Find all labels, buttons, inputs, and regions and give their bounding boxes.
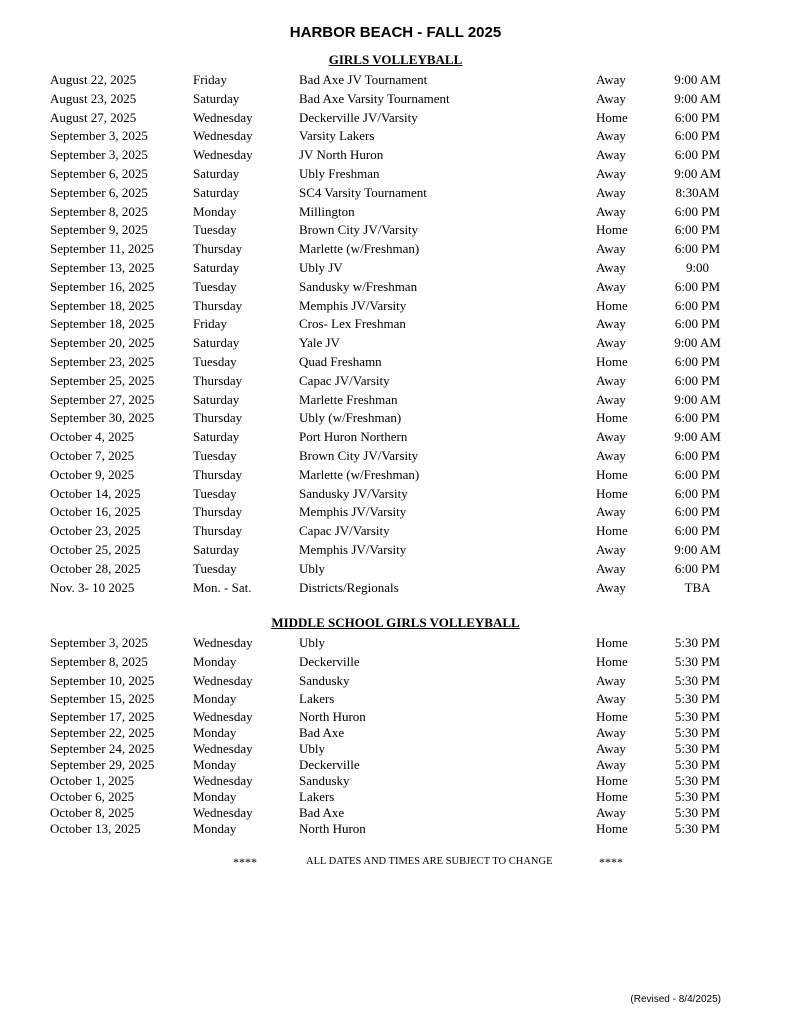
game-time: TBA bbox=[684, 579, 711, 595]
game-time: 9:00 AM bbox=[674, 429, 721, 445]
game-time: 6:00 PM bbox=[674, 147, 721, 163]
game-opponent: Districts/Regionals bbox=[299, 579, 399, 595]
game-time: 8:30AM bbox=[675, 184, 720, 200]
game-day: Wednesday bbox=[193, 109, 253, 125]
game-day: Monday bbox=[193, 757, 237, 773]
schedule-row bbox=[0, 821, 791, 837]
game-time: 6:00 PM bbox=[674, 297, 721, 313]
game-time: 5:30 PM bbox=[674, 773, 721, 789]
schedule-row bbox=[0, 278, 791, 297]
game-time: 5:30 PM bbox=[674, 691, 721, 707]
game-day: Tuesday bbox=[193, 485, 237, 501]
game-opponent: Cros- Lex Freshman bbox=[299, 316, 406, 332]
middle-school-schedule bbox=[0, 634, 791, 837]
game-location: Away bbox=[596, 90, 626, 106]
page-title: HARBOR BEACH - FALL 2025 bbox=[289, 24, 502, 41]
schedule-row bbox=[0, 184, 791, 203]
game-opponent: Brown City JV/Varsity bbox=[299, 447, 419, 463]
schedule-row bbox=[0, 789, 791, 805]
game-day: Saturday bbox=[193, 259, 240, 275]
schedule-row bbox=[0, 391, 791, 410]
game-date: October 13, 2025 bbox=[50, 821, 141, 837]
game-opponent: Marlette (w/Freshman) bbox=[299, 241, 420, 257]
game-date: September 27, 2025 bbox=[50, 391, 155, 407]
game-date: October 7, 2025 bbox=[50, 447, 135, 463]
game-date: August 23, 2025 bbox=[50, 90, 137, 106]
game-day: Wednesday bbox=[193, 805, 253, 821]
game-time: 9:00 AM bbox=[674, 335, 721, 351]
game-date: September 22, 2025 bbox=[50, 725, 155, 741]
game-date: September 16, 2025 bbox=[50, 278, 155, 294]
game-day: Tuesday bbox=[193, 222, 237, 238]
schedule-row bbox=[0, 165, 791, 184]
game-day: Mon. - Sat. bbox=[193, 579, 252, 595]
game-date: September 24, 2025 bbox=[50, 741, 155, 757]
game-opponent: Deckerville bbox=[299, 757, 360, 773]
game-location: Home bbox=[596, 485, 628, 501]
game-time: 9:00 bbox=[685, 259, 710, 275]
schedule-row bbox=[0, 240, 791, 259]
game-day: Saturday bbox=[193, 335, 240, 351]
game-location: Away bbox=[596, 391, 626, 407]
game-location: Away bbox=[596, 691, 626, 707]
game-date: September 3, 2025 bbox=[50, 635, 148, 650]
notice-message: ALL DATES AND TIMES ARE SUBJECT TO CHANGE bbox=[306, 856, 553, 867]
game-date: September 18, 2025 bbox=[50, 297, 155, 313]
game-location: Away bbox=[596, 278, 626, 294]
game-day: Thursday bbox=[193, 466, 243, 482]
game-day: Thursday bbox=[193, 372, 243, 388]
game-time: 6:00 PM bbox=[674, 316, 721, 332]
game-day: Saturday bbox=[193, 391, 240, 407]
game-time: 6:00 PM bbox=[674, 485, 721, 501]
game-day: Tuesday bbox=[193, 278, 237, 294]
game-opponent: Lakers bbox=[299, 789, 335, 805]
game-day: Tuesday bbox=[193, 353, 237, 369]
game-opponent: Memphis JV/Varsity bbox=[299, 541, 407, 557]
game-date: Nov. 3- 10 2025 bbox=[50, 579, 135, 595]
game-opponent: Port Huron Northern bbox=[299, 429, 408, 445]
schedule-row bbox=[0, 334, 791, 353]
game-location: Away bbox=[596, 335, 626, 351]
game-opponent: Ubly JV bbox=[299, 259, 343, 275]
game-time: 9:00 AM bbox=[674, 90, 721, 106]
schedule-row bbox=[0, 672, 791, 691]
game-time: 5:30 PM bbox=[674, 757, 721, 773]
schedule-row bbox=[0, 127, 791, 146]
game-day: Monday bbox=[193, 789, 237, 805]
game-date: September 18, 2025 bbox=[50, 316, 155, 332]
game-location: Away bbox=[596, 203, 626, 219]
game-opponent: SC4 Varsity Tournament bbox=[299, 184, 427, 200]
varsity-section-heading: GIRLS VOLLEYBALL bbox=[328, 52, 463, 67]
game-day: Wednesday bbox=[193, 635, 253, 650]
game-day: Monday bbox=[193, 821, 237, 837]
game-location: Home bbox=[596, 410, 628, 426]
game-day: Tuesday bbox=[193, 447, 237, 463]
game-opponent: Sandusky bbox=[299, 773, 350, 789]
game-opponent: Ubly Freshman bbox=[299, 165, 380, 181]
schedule-row bbox=[0, 805, 791, 821]
schedule-row bbox=[0, 372, 791, 391]
game-time: 6:00 PM bbox=[674, 109, 721, 125]
game-day: Wednesday bbox=[193, 709, 253, 725]
game-location: Away bbox=[596, 165, 626, 181]
game-opponent: Lakers bbox=[299, 691, 335, 707]
schedule-row bbox=[0, 409, 791, 428]
game-time: 5:30 PM bbox=[674, 725, 721, 741]
game-location: Away bbox=[596, 672, 626, 688]
game-time: 5:30 PM bbox=[674, 709, 721, 725]
game-date: October 16, 2025 bbox=[50, 504, 141, 520]
game-time: 6:00 PM bbox=[674, 447, 721, 463]
game-day: Wednesday bbox=[193, 128, 253, 144]
schedule-row bbox=[0, 725, 791, 741]
game-location: Away bbox=[596, 757, 626, 773]
game-day: Wednesday bbox=[193, 773, 253, 789]
game-day: Thursday bbox=[193, 297, 243, 313]
game-day: Monday bbox=[193, 725, 237, 741]
game-date: September 15, 2025 bbox=[50, 691, 155, 707]
game-time: 6:00 PM bbox=[674, 353, 721, 369]
game-time: 6:00 PM bbox=[674, 222, 721, 238]
game-day: Saturday bbox=[193, 90, 240, 106]
game-time: 6:00 PM bbox=[674, 203, 721, 219]
game-location: Away bbox=[596, 579, 626, 595]
game-opponent: Sandusky w/Freshman bbox=[299, 278, 418, 294]
game-day: Thursday bbox=[193, 241, 243, 257]
game-time: 9:00 AM bbox=[674, 165, 721, 181]
game-day: Monday bbox=[193, 203, 237, 219]
game-location: Away bbox=[596, 316, 626, 332]
game-location: Home bbox=[596, 466, 628, 482]
schedule-row bbox=[0, 203, 791, 222]
game-date: September 8, 2025 bbox=[50, 653, 148, 669]
schedule-row bbox=[0, 447, 791, 466]
schedule-row bbox=[0, 71, 791, 90]
game-date: September 11, 2025 bbox=[50, 241, 154, 257]
schedule-row bbox=[0, 466, 791, 485]
schedule-row bbox=[0, 146, 791, 165]
game-time: 9:00 AM bbox=[674, 541, 721, 557]
schedule-notice bbox=[0, 855, 791, 871]
schedule-row bbox=[0, 297, 791, 316]
game-date: October 28, 2025 bbox=[50, 560, 141, 576]
game-location: Home bbox=[596, 709, 628, 725]
game-date: October 9, 2025 bbox=[50, 466, 135, 482]
game-opponent: Yale JV bbox=[299, 335, 340, 351]
game-opponent: Bad Axe Varsity Tournament bbox=[299, 90, 450, 106]
game-time: 6:00 PM bbox=[674, 410, 721, 426]
game-location: Away bbox=[596, 725, 626, 741]
notice-stars-left: **** bbox=[233, 855, 257, 869]
game-opponent: Ubly bbox=[299, 560, 325, 576]
schedule-row bbox=[0, 353, 791, 372]
game-date: October 6, 2025 bbox=[50, 789, 135, 805]
notice-stars-right: **** bbox=[599, 855, 623, 869]
game-day: Friday bbox=[193, 72, 227, 87]
game-day: Wednesday bbox=[193, 741, 253, 757]
game-opponent: Deckerville bbox=[299, 653, 360, 669]
schedule-row bbox=[0, 709, 791, 725]
game-location: Away bbox=[596, 447, 626, 463]
schedule-row bbox=[0, 757, 791, 773]
game-date: October 4, 2025 bbox=[50, 429, 135, 445]
schedule-row bbox=[0, 579, 791, 598]
game-time: 6:00 PM bbox=[674, 466, 721, 482]
game-date: August 22, 2025 bbox=[50, 72, 137, 87]
game-location: Home bbox=[596, 353, 628, 369]
game-date: October 8, 2025 bbox=[50, 805, 135, 821]
game-location: Away bbox=[596, 128, 626, 144]
schedule-row bbox=[0, 560, 791, 579]
game-date: October 1, 2025 bbox=[50, 773, 135, 789]
game-time: 6:00 PM bbox=[674, 372, 721, 388]
game-opponent: JV North Huron bbox=[299, 147, 384, 163]
game-date: October 23, 2025 bbox=[50, 523, 141, 539]
game-date: September 10, 2025 bbox=[50, 672, 155, 688]
game-location: Away bbox=[596, 241, 626, 257]
game-day: Tuesday bbox=[193, 560, 237, 576]
game-time: 6:00 PM bbox=[674, 278, 721, 294]
game-location: Home bbox=[596, 821, 628, 837]
game-time: 6:00 PM bbox=[674, 241, 721, 257]
game-opponent: Marlette (w/Freshman) bbox=[299, 466, 420, 482]
game-opponent: Varsity Lakers bbox=[299, 128, 375, 144]
game-opponent: Memphis JV/Varsity bbox=[299, 297, 407, 313]
game-location: Away bbox=[596, 429, 626, 445]
schedule-row bbox=[0, 503, 791, 522]
game-location: Home bbox=[596, 773, 628, 789]
game-date: September 8, 2025 bbox=[50, 203, 148, 219]
varsity-schedule bbox=[0, 71, 791, 597]
game-day: Thursday bbox=[193, 523, 243, 539]
schedule-row bbox=[0, 109, 791, 128]
schedule-row bbox=[0, 773, 791, 789]
schedule-row bbox=[0, 522, 791, 541]
game-date: September 3, 2025 bbox=[50, 128, 148, 144]
game-opponent: Capac JV/Varsity bbox=[299, 372, 390, 388]
game-date: September 20, 2025 bbox=[50, 335, 155, 351]
schedule-row bbox=[0, 90, 791, 109]
game-opponent: Sandusky bbox=[299, 672, 350, 688]
game-opponent: Memphis JV/Varsity bbox=[299, 504, 407, 520]
game-date: September 13, 2025 bbox=[50, 259, 155, 275]
game-time: 5:30 PM bbox=[674, 805, 721, 821]
game-date: September 17, 2025 bbox=[50, 709, 155, 725]
game-time: 5:30 PM bbox=[674, 672, 721, 688]
game-location: Home bbox=[596, 109, 628, 125]
game-time: 5:30 PM bbox=[674, 635, 721, 650]
game-opponent: Bad Axe bbox=[299, 725, 345, 741]
game-location: Away bbox=[596, 541, 626, 557]
schedule-row bbox=[0, 741, 791, 757]
game-date: October 14, 2025 bbox=[50, 485, 141, 501]
game-opponent: North Huron bbox=[299, 821, 366, 837]
game-time: 5:30 PM bbox=[674, 789, 721, 805]
game-location: Home bbox=[596, 297, 628, 313]
game-opponent: Brown City JV/Varsity bbox=[299, 222, 419, 238]
game-opponent: Quad Freshamn bbox=[299, 353, 382, 369]
game-opponent: Ubly bbox=[299, 635, 325, 650]
schedule-row bbox=[0, 634, 791, 653]
game-day: Monday bbox=[193, 691, 237, 707]
game-time: 6:00 PM bbox=[674, 128, 721, 144]
game-day: Saturday bbox=[193, 184, 240, 200]
game-opponent: Deckerville JV/Varsity bbox=[299, 109, 418, 125]
schedule-row bbox=[0, 221, 791, 240]
game-location: Home bbox=[596, 222, 628, 238]
game-location: Away bbox=[596, 372, 626, 388]
game-location: Away bbox=[596, 560, 626, 576]
game-opponent: Ubly bbox=[299, 741, 325, 757]
game-date: September 29, 2025 bbox=[50, 757, 155, 773]
schedule-row bbox=[0, 541, 791, 560]
game-location: Away bbox=[596, 741, 626, 757]
game-date: October 25, 2025 bbox=[50, 541, 141, 557]
game-day: Thursday bbox=[193, 410, 243, 426]
schedule-row bbox=[0, 428, 791, 447]
game-date: September 6, 2025 bbox=[50, 165, 148, 181]
game-day: Saturday bbox=[193, 541, 240, 557]
schedule-row bbox=[0, 653, 791, 672]
game-time: 5:30 PM bbox=[674, 821, 721, 837]
game-location: Home bbox=[596, 789, 628, 805]
game-date: August 27, 2025 bbox=[50, 109, 137, 125]
game-date: September 23, 2025 bbox=[50, 353, 155, 369]
game-location: Away bbox=[596, 184, 626, 200]
game-location: Home bbox=[596, 653, 628, 669]
game-date: September 6, 2025 bbox=[50, 184, 148, 200]
schedule-row bbox=[0, 315, 791, 334]
game-time: 9:00 AM bbox=[674, 72, 721, 87]
middle-school-section-heading: MIDDLE SCHOOL GIRLS VOLLEYBALL bbox=[271, 615, 520, 630]
game-location: Home bbox=[596, 523, 628, 539]
game-time: 5:30 PM bbox=[674, 653, 721, 669]
game-date: September 30, 2025 bbox=[50, 410, 155, 426]
game-time: 6:00 PM bbox=[674, 504, 721, 520]
game-day: Saturday bbox=[193, 165, 240, 181]
game-location: Away bbox=[596, 259, 626, 275]
game-time: 6:00 PM bbox=[674, 560, 721, 576]
game-time: 6:00 PM bbox=[674, 523, 721, 539]
game-opponent: Capac JV/Varsity bbox=[299, 523, 390, 539]
game-time: 9:00 AM bbox=[674, 391, 721, 407]
game-location: Away bbox=[596, 504, 626, 520]
game-date: September 25, 2025 bbox=[50, 372, 155, 388]
schedule-row bbox=[0, 485, 791, 504]
game-date: September 3, 2025 bbox=[50, 147, 148, 163]
game-day: Saturday bbox=[193, 429, 240, 445]
game-opponent: Bad Axe JV Tournament bbox=[299, 72, 428, 87]
game-time: 5:30 PM bbox=[674, 741, 721, 757]
game-day: Wednesday bbox=[193, 672, 253, 688]
game-day: Wednesday bbox=[193, 147, 253, 163]
game-day: Friday bbox=[193, 316, 227, 332]
revised-date: (Revised - 8/4/2025) bbox=[630, 994, 721, 1005]
game-opponent: Marlette Freshman bbox=[299, 391, 398, 407]
schedule-row bbox=[0, 690, 791, 709]
game-day: Monday bbox=[193, 653, 237, 669]
game-opponent: Sandusky JV/Varsity bbox=[299, 485, 408, 501]
game-opponent: Bad Axe bbox=[299, 805, 345, 821]
game-date: September 9, 2025 bbox=[50, 222, 148, 238]
game-location: Away bbox=[596, 805, 626, 821]
game-opponent: Ubly (w/Freshman) bbox=[299, 410, 402, 426]
game-day: Thursday bbox=[193, 504, 243, 520]
game-opponent: Millington bbox=[299, 203, 355, 219]
game-location: Away bbox=[596, 147, 626, 163]
game-location: Home bbox=[596, 635, 628, 650]
game-location: Away bbox=[596, 72, 626, 87]
schedule-row bbox=[0, 259, 791, 278]
game-opponent: North Huron bbox=[299, 709, 366, 725]
